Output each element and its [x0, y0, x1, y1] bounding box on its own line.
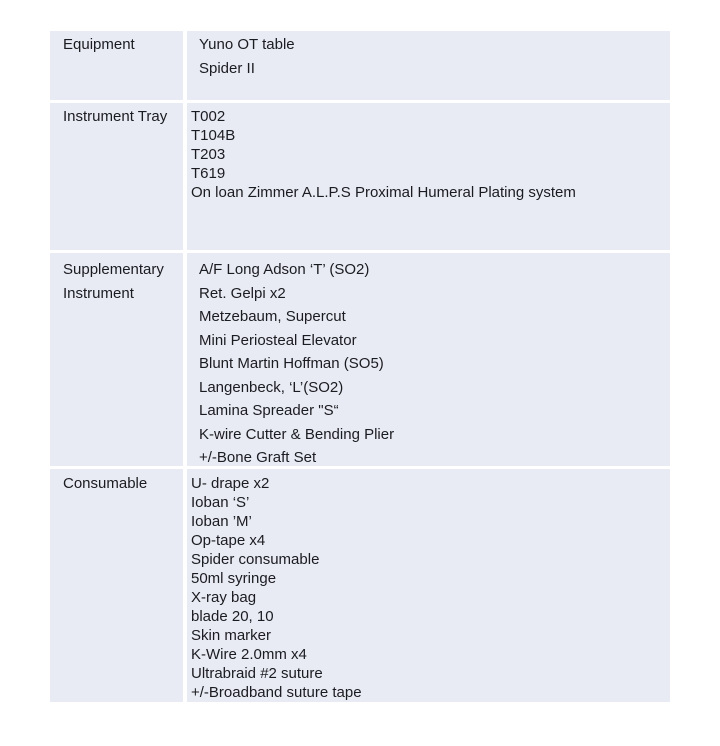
item-line: Metzebaum, Supercut	[199, 308, 346, 325]
item-line: T002	[191, 108, 226, 125]
row-label-consumable	[50, 469, 183, 702]
item-line: +/-Broadband suture tape	[191, 684, 362, 701]
row-label-supplementary-instrument	[50, 253, 183, 466]
item-line: K-wire Cutter & Bending Plier	[199, 425, 395, 443]
item-line: A/F Long Adson ‘T’ (SO2)	[199, 261, 370, 278]
item-line: Skin marker	[191, 627, 272, 644]
row-label-text: Instrument Tray	[63, 108, 168, 125]
item-line: +/-Bone Graft Set	[199, 449, 317, 466]
item-line: K-Wire 2.0mm x4	[191, 646, 307, 663]
item-line: Spider II	[199, 60, 255, 77]
item-line: Ret. Gelpi x2	[199, 284, 286, 302]
row-label-equipment	[50, 31, 183, 100]
row-items-supplementary-instrument	[187, 253, 670, 466]
item-line: Langenbeck, ‘L’(SO2)	[199, 378, 344, 396]
row-items-instrument-tray	[187, 103, 670, 250]
item-line: U- drape x2	[191, 475, 270, 492]
item-line: Ioban ‘S’	[191, 494, 250, 511]
item-line: Ioban ’M’	[191, 513, 252, 530]
item-line: Mini Periosteal Elevator	[199, 331, 357, 349]
row-label-text: Equipment	[63, 36, 135, 53]
row-items-consumable	[187, 469, 670, 702]
item-line: Blunt Martin Hoffman (SO5)	[199, 355, 384, 372]
row-label-text: Supplementary Instrument	[63, 261, 164, 302]
item-line: 50ml syringe	[191, 570, 277, 587]
item-line: Ultrabraid #2 suture	[191, 665, 323, 682]
row-label-text: Consumable	[63, 475, 148, 492]
item-line: On loan Zimmer A.L.P.S Proximal Humeral Plating system	[191, 184, 576, 201]
item-line: T203	[191, 146, 226, 163]
row-label-instrument-tray	[50, 103, 183, 250]
item-line: Yuno OT table	[199, 36, 295, 53]
surgical-setup-table	[50, 31, 670, 703]
item-line: Lamina Spreader "S“	[199, 402, 339, 419]
item-line: Op-tape x4	[191, 532, 266, 549]
item-line: Spider consumable	[191, 551, 320, 568]
row-items-equipment	[187, 31, 670, 100]
item-line: blade 20, 10	[191, 608, 274, 625]
item-line: T104B	[191, 127, 236, 144]
item-line: X-ray bag	[191, 589, 257, 606]
item-line: T619	[191, 165, 226, 182]
